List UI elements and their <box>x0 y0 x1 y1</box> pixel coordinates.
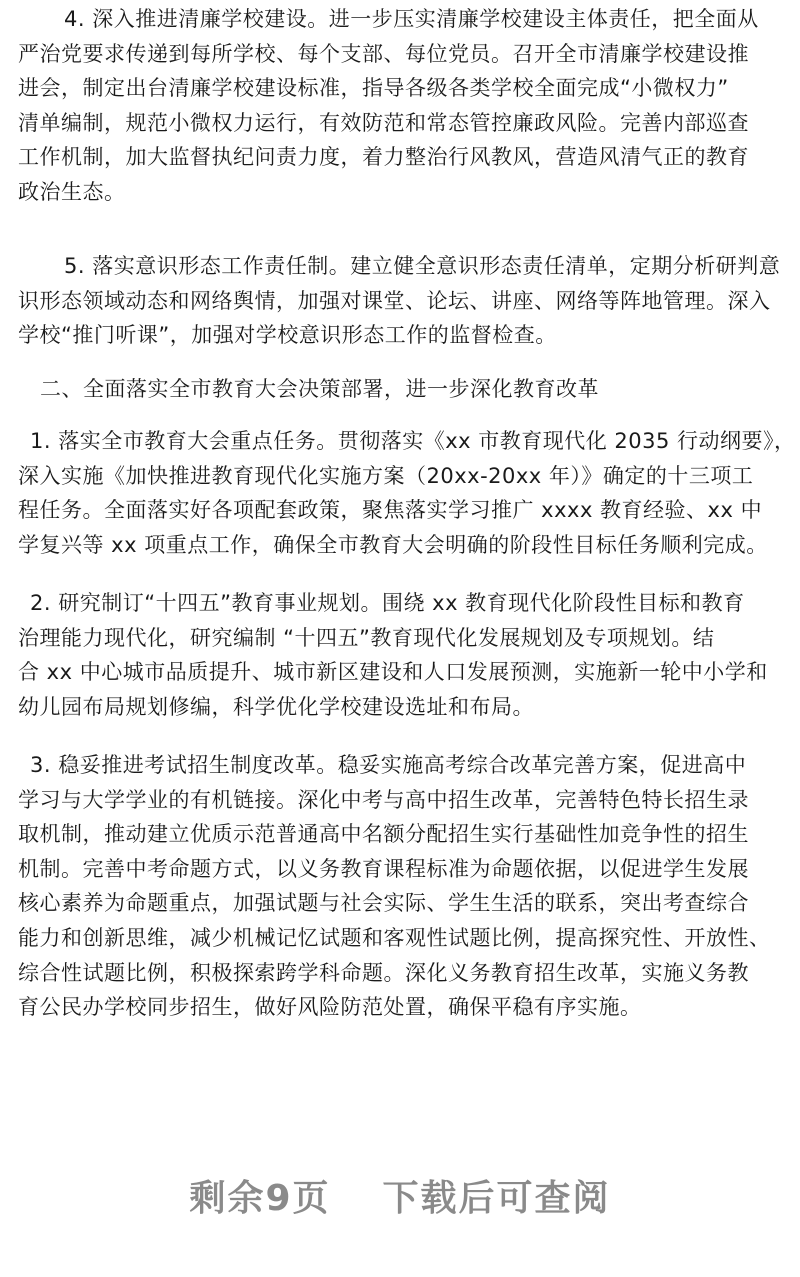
text-line: 严治党要求传递到每所学校、每个支部、每位党员。召开全市清廉学校建设推 <box>18 41 749 66</box>
text-line: 5. 落实意识形态工作责任制。建立健全意识形态责任清单，定期分析研判意 <box>64 254 781 278</box>
text-line: 综合性试题比例，积极探索跨学科命题。深化义务教育招生改革，实施义务教 <box>18 960 749 985</box>
text-line: 合 xx 中心城市品质提升、城市新区建设和人口发展预测，实施新一轮中小学和 <box>18 660 768 685</box>
text-line: 治理能力现代化，研究编制 “十四五”教育现代化发展规划及专项规划。结 <box>18 625 715 650</box>
heading-text: 二、全面落实全市教育大会决策部署，进一步深化教育改革 <box>40 377 599 401</box>
text-line: 4. 深入推进清廉学校建设。进一步压实清廉学校建设主体责任，把全面从 <box>64 7 759 31</box>
text-line: 工作机制，加大监督执纪问责力度，着力整治行风教风，营造风清气正的教育 <box>18 145 749 170</box>
download-to-view-text: 下载后可查阅 <box>382 1178 611 1219</box>
download-prompt[interactable] <box>0 1170 800 1221</box>
paragraph-5 <box>0 249 800 353</box>
section-heading <box>0 372 800 407</box>
text-line: 幼儿园布局规划修编，科学优化学校建设选址和布局。 <box>18 694 534 719</box>
text-line: 深入实施《加快推进教育现代化实施方案（20xx-20xx 年）》确定的十三项工 <box>18 463 754 488</box>
text-line: 识形态领域动态和网络舆情，加强对课堂、论坛、讲座、网络等阵地管理。深入 <box>18 288 771 313</box>
text-line: 清单编制，规范小微权力运行，有效防范和常态管控廉政风险。完善内部巡查 <box>18 110 749 135</box>
text-line: 3. 稳妥推进考试招生制度改革。稳妥实施高考综合改革完善方案，促进高中 <box>30 753 747 777</box>
text-line: 育公民办学校同步招生，做好风险防范处置，确保平稳有序实施。 <box>18 995 642 1020</box>
text-line: 学习与大学学业的有机链接。深化中考与高中招生改革，完善特色特长招生录 <box>18 787 749 812</box>
text-line: 2. 研究制订“十四五”教育事业规划。围绕 xx 教育现代化阶段性目标和教育 <box>30 591 745 615</box>
remaining-pages-text: 剩余9页 <box>189 1178 331 1219</box>
text-line: 取机制，推动建立优质示范普通高中名额分配招生实行基础性加竞争性的招生 <box>18 822 749 847</box>
paragraph-2-2 <box>0 586 800 724</box>
text-line: 进会，制定出台清廉学校建设标准，指导各级各类学校全面完成“小微权力” <box>18 76 729 101</box>
text-line: 机制。完善中考命题方式，以义务教育课程标准为命题依据，以促进学生发展 <box>18 856 749 881</box>
text-line: 程任务。全面落实好各项配套政策，聚焦落实学习推广 xxxx 教育经验、xx 中 <box>18 498 763 523</box>
paragraph-2-1 <box>0 424 800 562</box>
text-line: 1. 落实全市教育大会重点任务。贯彻落实《xx 市教育现代化 2035 行动纲要》， <box>30 429 796 453</box>
text-line: 能力和创新思维，减少机械记忆试题和客观性试题比例，提高探究性、开放性、 <box>18 925 771 950</box>
text-line: 核心素养为命题重点，加强试题与社会实际、学生生活的联系，突出考查综合 <box>18 891 749 916</box>
text-line: 学校“推门听课”，加强对学校意识形态工作的监督检查。 <box>18 323 557 348</box>
paragraph-2-3 <box>0 748 800 1025</box>
text-line: 学复兴等 xx 项重点工作，确保全市教育大会明确的阶段性目标任务顺利完成。 <box>18 532 768 557</box>
paragraph-4 <box>0 2 800 210</box>
text-line: 政治生态。 <box>18 179 126 204</box>
